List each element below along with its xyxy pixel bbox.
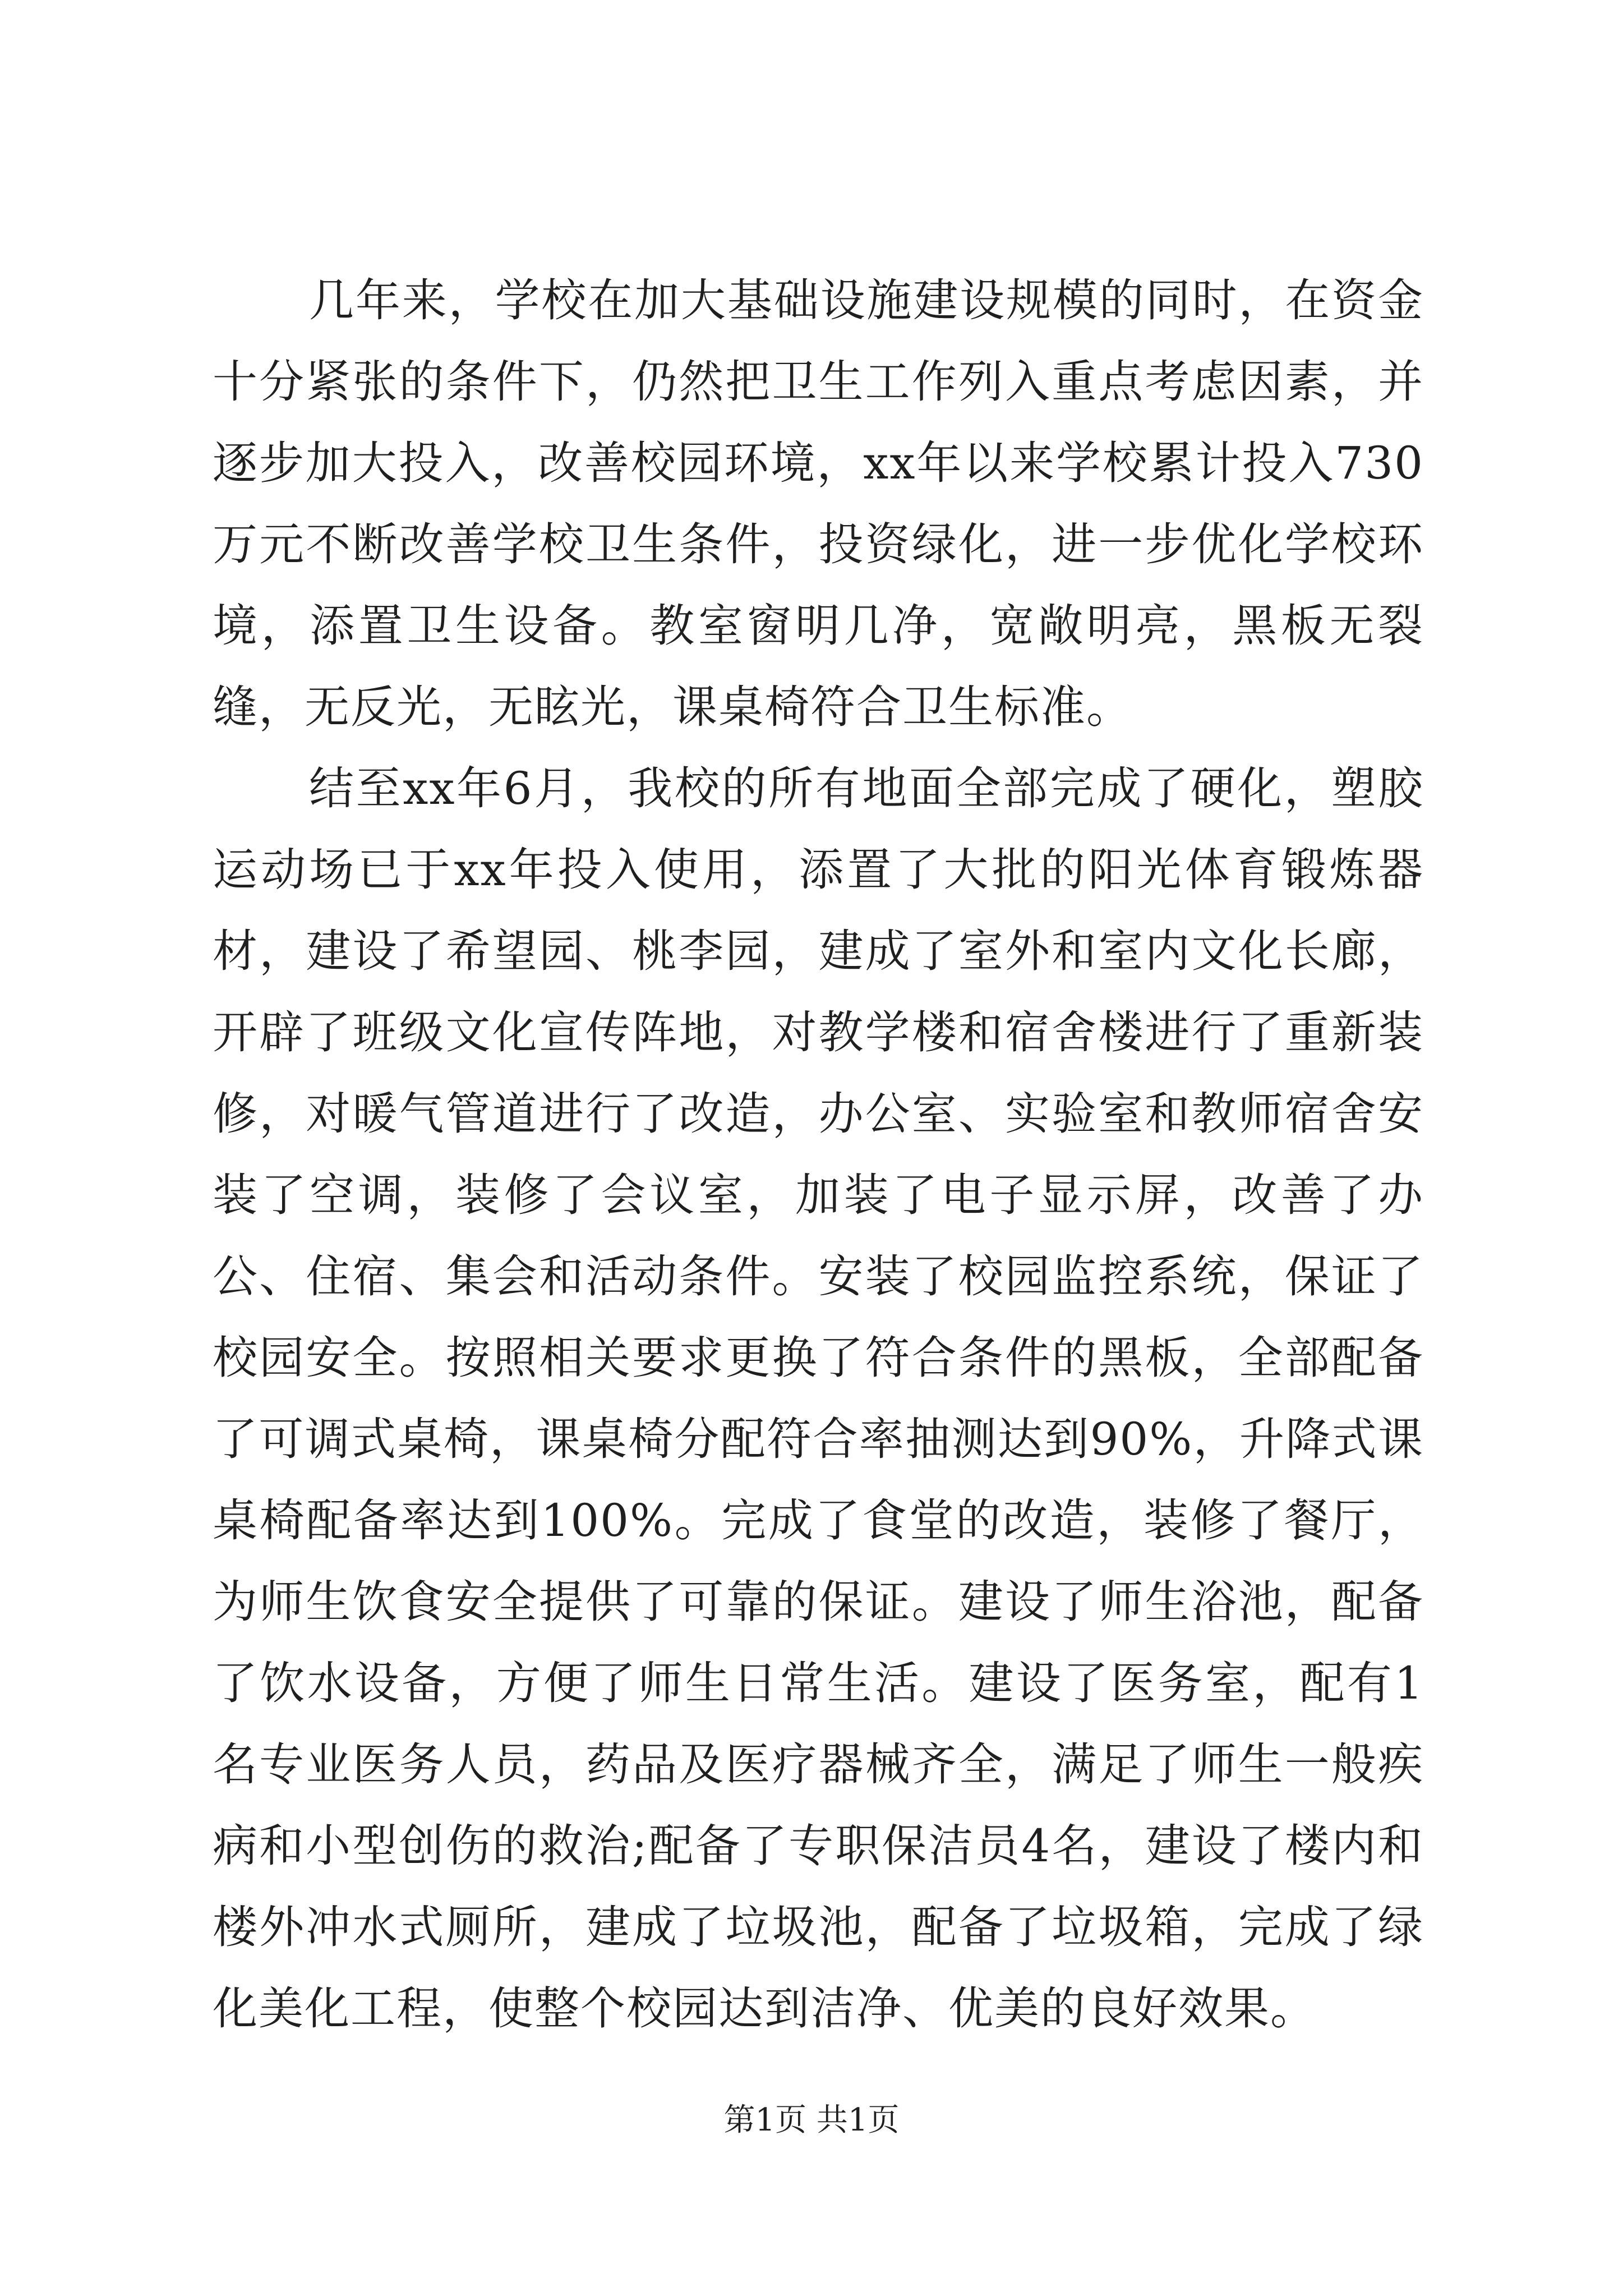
document-body [213, 260, 1424, 2049]
paragraph-2: 结至xx年6月，我校的所有地面全部完成了硬化，塑胶运动场已于xx年投入使用，添置了大批的阳光体育锻炼器材，建设了希望园、桃李园，建成了室外和室内文化长廊，开辟了班级文化宣传阵地，对教学楼和宿舍楼进行了重新装修，对暖气管道进行了改造，办公室、实验室和教师宿舍安装了空调，装修了会议室，加装了电子显示屏，改善了办公、住宿、集会和活动条件。安装了校园监控系统，保证了校园安全。按照相关要求更换了符合条件的黑板，全部配备了可调式桌椅，课桌椅分配符合率抽测达到90%，升降式课桌椅配备率达到100%。完成了食堂的改造，装修了餐厅，为师生饮食安全提供了可靠的保证。建设了师生浴池，配备了饮水设备，方便了师生日常生活。建设了医务室，配有1名专业医务人员，药品及医疗器械齐全，满足了师生一般疾病和小型创伤的救治;配备了专职保洁员4名，建设了楼内和楼外冲水式厕所，建成了垃圾池，配备了垃圾箱，完成了绿化美化工程，使整个校园达到洁净、优美的良好效果。 [213, 762, 1424, 2035]
page-footer: 第1页 共1页 [723, 2102, 900, 2138]
paragraph-1: 几年来，学校在加大基础设施建设规模的同时，在资金十分紧张的条件下，仍然把卫生工作列入重点考虑因素，并逐步加大投入，改善校园环境，xx年以来学校累计投入730万元不断改善学校卫生条件，投资绿化，进一步优化学校环境，添置卫生设备。教室窗明几净，宽敞明亮，黑板无裂缝，无反光，无眩光，课桌椅符合卫生标准。 [213, 274, 1424, 733]
